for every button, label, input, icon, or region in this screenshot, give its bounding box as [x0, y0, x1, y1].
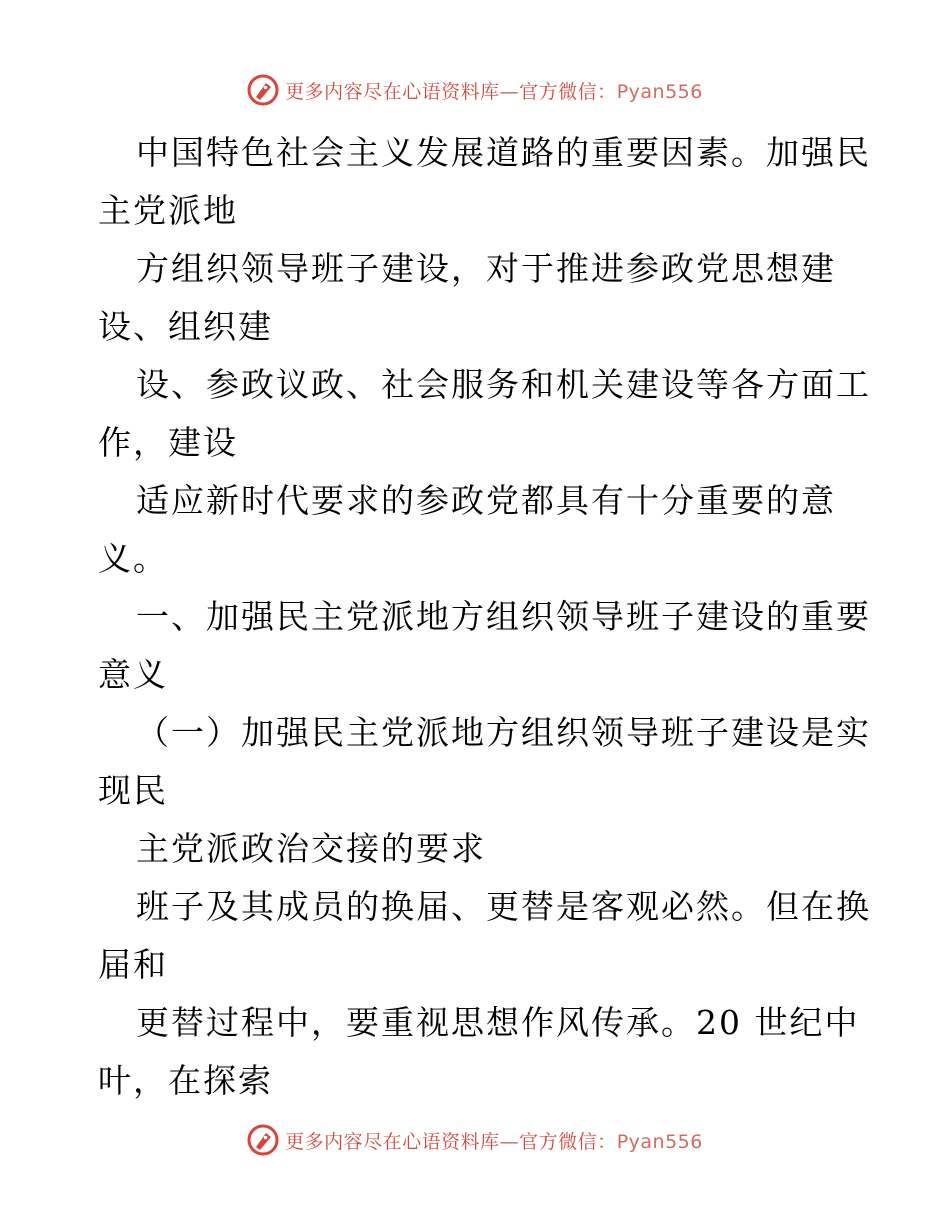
text-line-16: 更替过程中，要重视思想作风传承。20 世纪中 [136, 1003, 860, 1042]
text-line-1: 中国特色社会主义发展道路的重要因素。加强民 [136, 133, 871, 172]
pen-nib-icon [247, 1124, 279, 1156]
text-line-11: （一）加强民主党派地方组织领导班子建设是实 [136, 713, 871, 752]
watermark-separator: — [499, 80, 520, 103]
watermark-header [0, 70, 950, 110]
watermark-separator: — [499, 1130, 520, 1153]
text-line-7: 适应新时代要求的参政党都具有十分重要的意 [136, 481, 836, 520]
watermark-channel: 官方微信： [519, 1130, 617, 1153]
text-line-8: 义。 [98, 539, 168, 578]
text-line-5: 设、参政议政、社会服务和机关建设等各方面工 [136, 365, 871, 404]
watermark-footer [0, 1120, 950, 1160]
text-line-12: 现民 [98, 771, 168, 810]
text-line-17: 叶，在探索 [98, 1061, 273, 1100]
text-line-14: 班子及其成员的换届、更替是客观必然。但在换 [136, 887, 871, 926]
text-line-15: 届和 [98, 945, 168, 984]
text-line-4: 设、组织建 [98, 307, 273, 346]
pen-nib-icon [247, 74, 279, 106]
watermark-main: 更多内容尽在心语资料库 [285, 1130, 500, 1153]
watermark-text [285, 1127, 703, 1154]
watermark-id: Pyan556 [616, 1130, 703, 1153]
text-line-2: 主党派地 [98, 191, 238, 230]
text-line-13: 主党派政治交接的要求 [136, 829, 486, 868]
watermark-text [285, 77, 703, 104]
text-line-6: 作，建设 [98, 423, 238, 462]
watermark-id: Pyan556 [616, 80, 703, 103]
watermark-channel: 官方微信： [519, 80, 617, 103]
document-body [98, 124, 871, 1110]
text-line-10: 意义 [98, 655, 168, 694]
text-line-9: 一、加强民主党派地方组织领导班子建设的重要 [136, 597, 871, 636]
watermark-main: 更多内容尽在心语资料库 [285, 80, 500, 103]
text-line-3: 方组织领导班子建设，对于推进参政党思想建 [136, 249, 836, 288]
